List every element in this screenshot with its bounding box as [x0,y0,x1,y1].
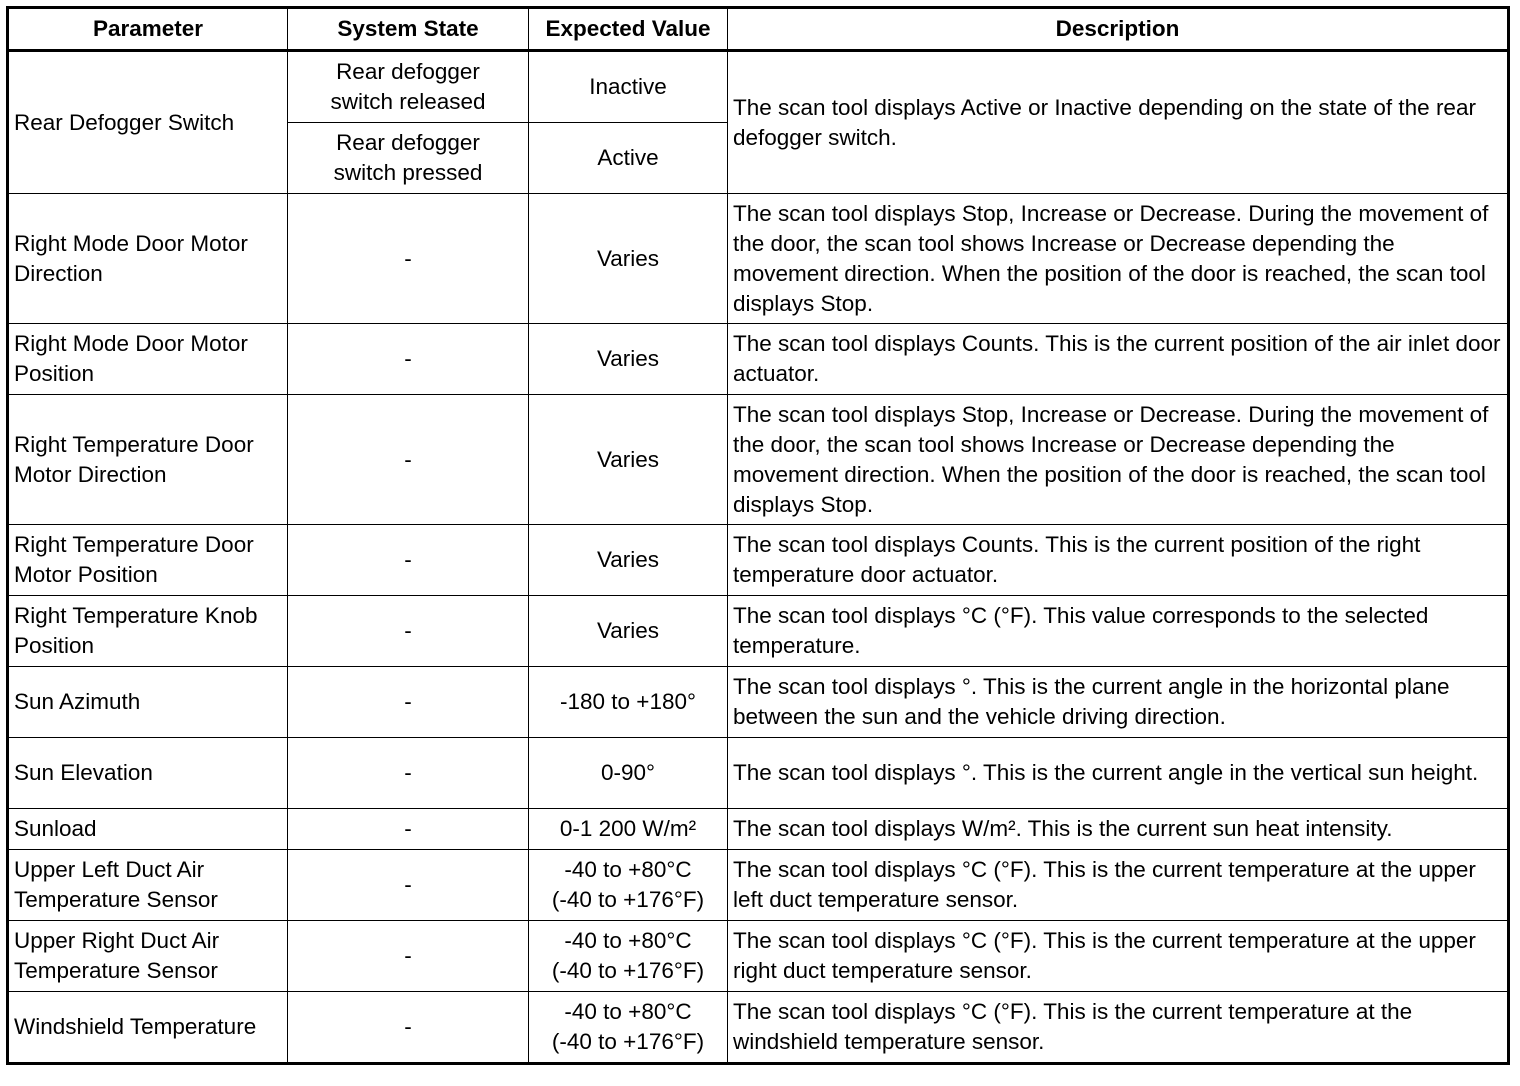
row-parameter: Sunload [8,809,288,850]
table-row [8,921,1509,992]
rear-defogger-description: The scan tool displays Active or Inactive depending on the state of the rear defogger switch. [728,51,1509,194]
row-expected-value: Varies [529,194,728,324]
row-description: The scan tool displays Counts. This is the current position of the right temperature door actuator. [728,525,1509,596]
row-system-state: - [288,809,529,850]
row-parameter: Right Temperature Knob Position [8,596,288,667]
table-row [8,809,1509,850]
table-row [8,738,1509,809]
table-row [8,194,1509,324]
row-system-state: - [288,395,529,525]
rear-defogger-state-released: Rear defogger switch released [288,51,529,123]
row-description: The scan tool displays °C (°F). This is the current temperature at the upper left duct temperature sensor. [728,850,1509,921]
row-expected-value: -40 to +80°C (-40 to +176°F) [529,850,728,921]
table-header [8,8,1509,51]
row-parameter: Right Temperature Door Motor Direction [8,395,288,525]
row-expected-value: Varies [529,395,728,525]
row-description: The scan tool displays °. This is the current angle in the horizontal plane between the sun and the vehicle driving direction. [728,667,1509,738]
row-description: The scan tool displays °. This is the current angle in the vertical sun height. [728,738,1509,809]
header-description: Description [728,8,1509,51]
row-description: The scan tool displays °C (°F). This value corresponds to the selected temperature. [728,596,1509,667]
row-system-state: - [288,525,529,596]
table-body [8,51,1509,1064]
row-expected-value: Varies [529,525,728,596]
row-system-state: - [288,921,529,992]
row-system-state: - [288,194,529,324]
rear-defogger-value-pressed: Active [529,123,728,194]
row-system-state: - [288,850,529,921]
row-parameter: Right Temperature Door Motor Position [8,525,288,596]
document-page [6,6,1510,1065]
header-system-state: System State [288,8,529,51]
row-parameter: Right Mode Door Motor Direction [8,194,288,324]
row-description: The scan tool displays Counts. This is the current position of the air inlet door actuator. [728,324,1509,395]
row-description: The scan tool displays °C (°F). This is the current temperature at the windshield temperature sensor. [728,992,1509,1064]
row-expected-value: 0-1 200 W/m² [529,809,728,850]
table-row [8,850,1509,921]
row-system-state: - [288,992,529,1064]
header-expected-value: Expected Value [529,8,728,51]
table-row [8,525,1509,596]
row-description: The scan tool displays °C (°F). This is the current temperature at the upper right duct temperature sensor. [728,921,1509,992]
rear-defogger-parameter: Rear Defogger Switch [8,51,288,194]
table-row [8,395,1509,525]
row-system-state: - [288,596,529,667]
table-row [8,667,1509,738]
row-parameter: Upper Left Duct Air Temperature Sensor [8,850,288,921]
header-parameter: Parameter [8,8,288,51]
parameter-table [6,6,1510,1065]
row-expected-value: -40 to +80°C (-40 to +176°F) [529,992,728,1064]
row-expected-value: -180 to +180° [529,667,728,738]
rear-defogger-state-pressed: Rear defogger switch pressed [288,123,529,194]
row-parameter: Right Mode Door Motor Position [8,324,288,395]
table-row [8,992,1509,1064]
table-row [8,324,1509,395]
row-expected-value: Varies [529,596,728,667]
row-expected-value: Varies [529,324,728,395]
row-parameter: Sun Elevation [8,738,288,809]
row-parameter: Sun Azimuth [8,667,288,738]
row-system-state: - [288,667,529,738]
row-parameter: Upper Right Duct Air Temperature Sensor [8,921,288,992]
row-system-state: - [288,324,529,395]
row-expected-value: 0-90° [529,738,728,809]
table-row [8,51,1509,123]
rear-defogger-value-released: Inactive [529,51,728,123]
row-expected-value: -40 to +80°C (-40 to +176°F) [529,921,728,992]
row-description: The scan tool displays Stop, Increase or Decrease. During the movement of the door, the scan tool shows Increase or Decrease depending the movement direction. When the position of the door is reached, the scan tool displays Stop. [728,194,1509,324]
row-system-state: - [288,738,529,809]
header-row [8,8,1509,51]
row-parameter: Windshield Temperature [8,992,288,1064]
row-description: The scan tool displays W/m². This is the current sun heat intensity. [728,809,1509,850]
row-description: The scan tool displays Stop, Increase or Decrease. During the movement of the door, the scan tool shows Increase or Decrease depending the movement direction. When the position of the door is reached, the scan tool displays Stop. [728,395,1509,525]
table-row [8,596,1509,667]
